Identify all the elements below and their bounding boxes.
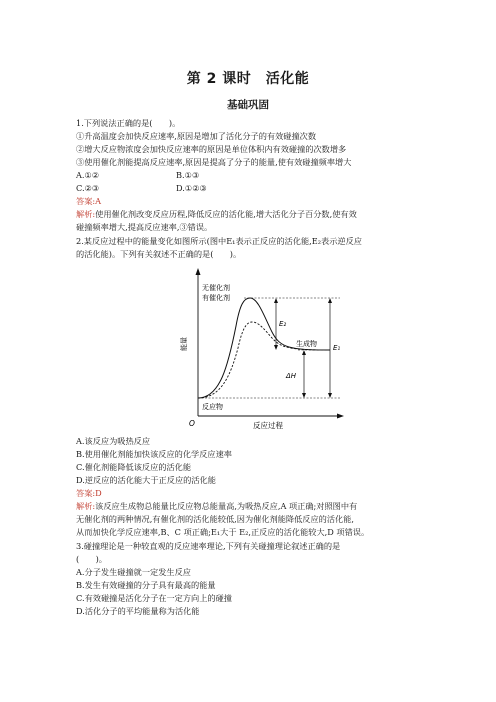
x-axis-arrow	[337, 414, 344, 419]
reactant-label: 反应物	[202, 403, 223, 411]
q1-answer-label: 答案:	[76, 196, 96, 206]
q2-answer	[76, 488, 102, 499]
q1-stem: 1.下列说法正确的是( )。	[76, 118, 181, 128]
delta-h-arrowhead-bottom	[302, 393, 306, 398]
q1-explanation-line-1	[76, 209, 357, 220]
q2-option-c: C.催化剂能降低该反应的活化能	[76, 462, 192, 472]
q2-option-a: A.该反应为吸热反应	[76, 436, 151, 446]
y-axis-arrow	[196, 268, 201, 275]
e2-label: E₂	[279, 320, 287, 328]
e1-arrowhead-bottom	[328, 393, 332, 398]
energy-diagram	[180, 266, 350, 430]
q1-option-d: D.①②③	[176, 183, 207, 193]
q1-explanation-line-2: 碰撞频率增大,提高反应速率,③错误。	[76, 222, 213, 232]
q2-answer-label: 答案:	[76, 488, 96, 498]
q2-explanation-line-1	[76, 501, 357, 512]
q2-option-d: D.逆反应的活化能大于正反应的活化能	[76, 475, 216, 485]
legend-uncatalyzed: 无催化剂	[202, 284, 230, 292]
q1-option-a: A.①②	[76, 170, 100, 180]
q2-explanation-line-2: 无催化剂的两种情况,有催化剂的活化能较低,因为催化剂能降低反应的活化能,	[76, 514, 354, 524]
legend-catalyzed: 有催化剂	[202, 294, 230, 302]
q1-explain-text-1: 使用催化剂改变反应历程,降低反应的活化能,增大活化分子百分数,使有效	[95, 209, 357, 219]
q3-option-c: C.有效碰撞是活化分子在一定方向上的碰撞	[76, 593, 232, 603]
e2-arrowhead-bottom	[274, 345, 278, 350]
e2-arrowhead-top	[274, 298, 278, 303]
y-axis-label: 能量	[180, 337, 188, 351]
q1-answer-value: A	[95, 196, 102, 206]
q2-explain-text-1: 该反应生成物总能量比反应物总能量高,为吸热反应,A 项正确;对照图中有	[95, 501, 358, 511]
q2-explanation-line-3: 从而加快化学反应速率,B、C 项正确;E₁大于 E₂,正反应的活化能较大,D 项错误。	[76, 527, 370, 537]
q1-option-b: B.①③	[176, 170, 200, 180]
q3-option-b: B.发生有效碰撞的分子具有最高的能量	[76, 580, 216, 590]
q1-item-2: ②增大反应物浓度会加快反应速率的原因是单位体积内有效碰撞的次数增多	[76, 144, 347, 154]
q2-stem-line-1: 2.某反应过程中的能量变化如图所示(图中E₁表示正反应的活化能,E₂表示逆反应	[76, 236, 362, 246]
delta-h-arrowhead-top	[302, 350, 306, 355]
q3-stem-line-2: ( )。	[76, 554, 107, 564]
q1-option-c: C.②③	[76, 183, 100, 193]
x-axis-label: 反应过程	[253, 421, 283, 430]
catalyzed-curve	[198, 322, 330, 398]
q2-stem-line-2: 的活化能)。下列有关叙述不正确的是( )。	[76, 249, 242, 259]
q3-stem-line-1: 3.碰撞理论是一种较直观的反应速率理论,下列有关碰撞理论叙述正确的是	[76, 541, 341, 551]
section-heading: 基础巩固	[227, 99, 269, 111]
q2-answer-value: D	[95, 488, 102, 498]
q2-explain-label: 解析:	[76, 501, 96, 511]
q1-explain-label: 解析:	[76, 209, 96, 219]
product-label: 生成物	[296, 340, 317, 348]
e1-label: E₁	[333, 344, 341, 352]
q1-item-3: ③使用催化剂能提高反应速率,原因是提高了分子的能量,使有效碰撞频率增大	[76, 157, 352, 167]
q3-option-d: D.活化分子的平均能量称为活化能	[76, 606, 200, 616]
q1-item-1: ①升高温度会加快反应速率,原因是增加了活化分子的有效碰撞次数	[76, 131, 317, 141]
delta-h-label: ΔH	[286, 372, 297, 380]
q1-answer	[76, 196, 101, 207]
e1-arrowhead-top	[328, 298, 332, 303]
uncatalyzed-curve	[198, 298, 330, 398]
origin-label: O	[189, 419, 195, 428]
page-title: 第 2 课时 活化能	[186, 71, 310, 87]
q2-option-b: B.使用催化剂能加快该反应的化学反应速率	[76, 449, 232, 459]
q3-option-a: A.分子发生碰撞就一定发生反应	[76, 567, 191, 577]
